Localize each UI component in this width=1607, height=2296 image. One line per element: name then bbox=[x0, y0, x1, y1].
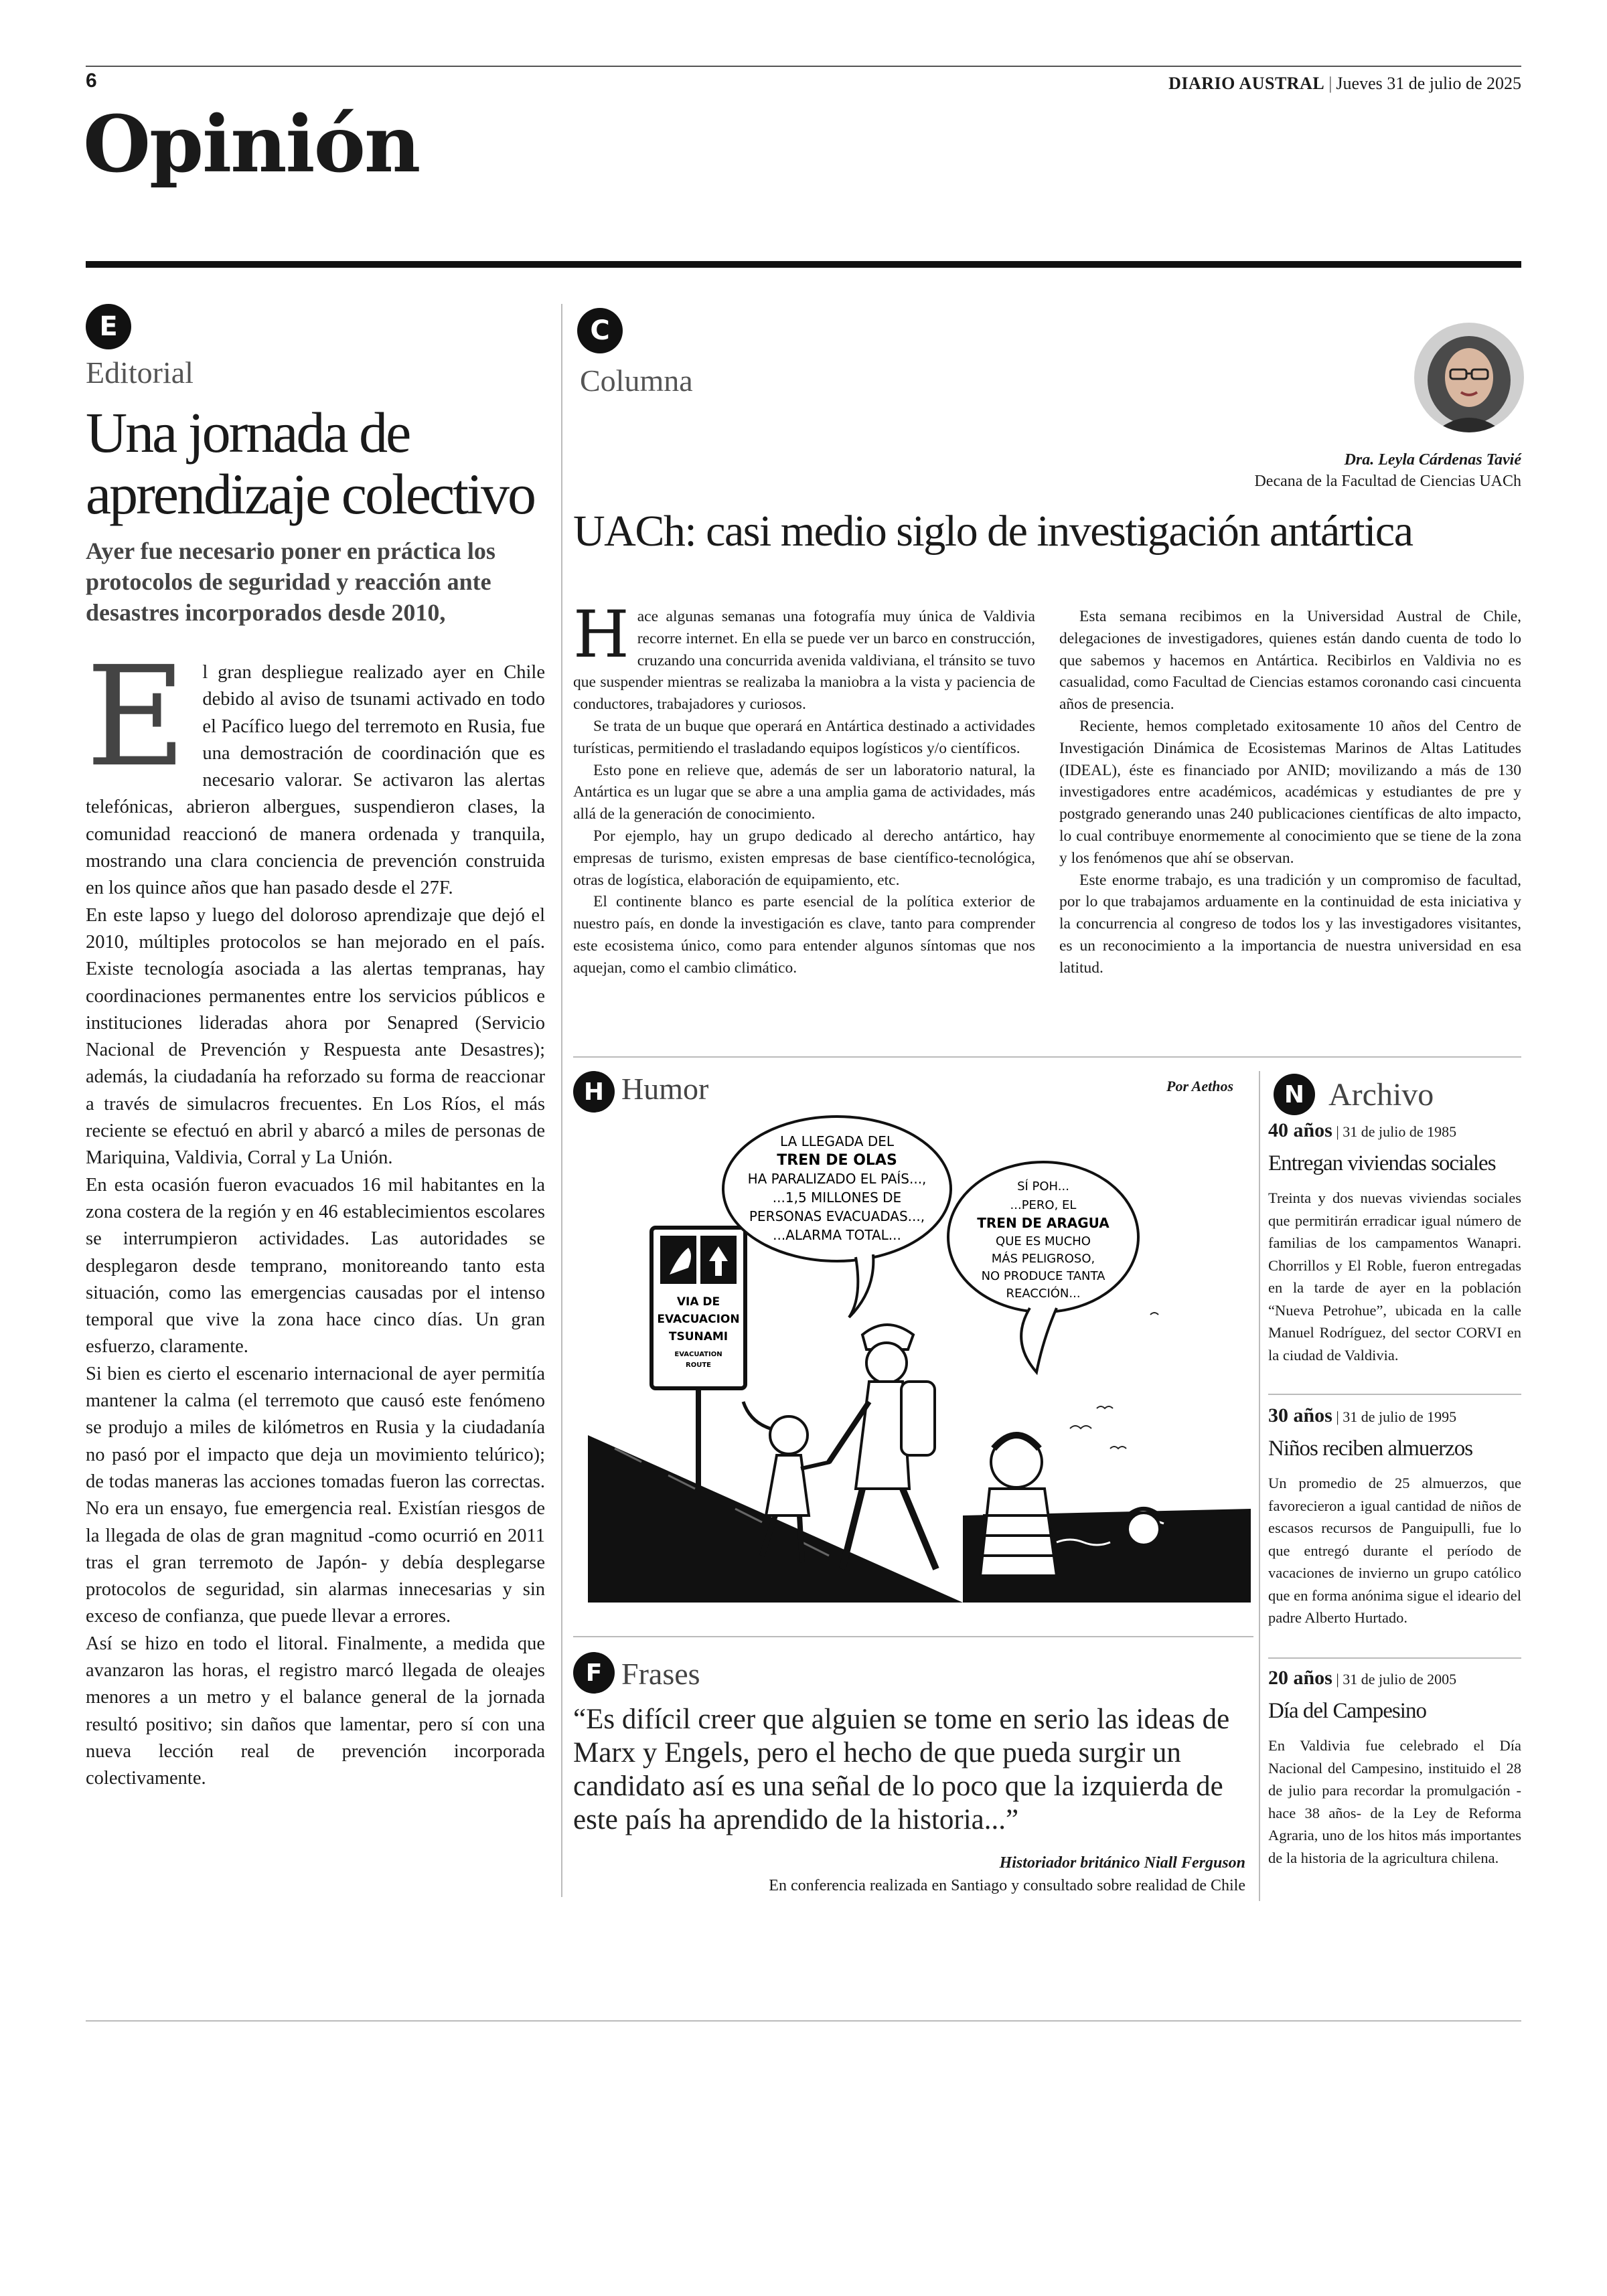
author-role: Decana de la Facultad de Ciencias UACh bbox=[1254, 473, 1521, 490]
archive-entry bbox=[1268, 1667, 1521, 1869]
editorial-paragraph: l gran despliegue realizado ayer en Chile debido al aviso de tsunami activado en todo el Pacífico luego del terremoto en Rusia, fue una demostración de coordinación que es necesario valorar. Se activaron las alertas telefónicas, abrieron albergues, suspendieron clases, la comunidad reaccionó de manera ordenada y tranquila, mostrando una clara conciencia de prevención construida en los quince años que han pasado desde el 27F. bbox=[86, 662, 545, 899]
bubble-text: PERSONAS EVACUADAS..., bbox=[749, 1208, 925, 1224]
bubble-text: TREN DE OLAS bbox=[777, 1152, 897, 1169]
editorial-paragraph: En este lapso y luego del doloroso aprendizaje que dejó el 2010, múltiples protocolos se han mejorado en el país. Existe tecnología asociada a las alertas tempranas, hay coordinaciones permanentes entre los servicios públicos e instituciones lideradas ahora por Senapred (Servicio Nacional de Prevención y Respuesta ante Desastres); además, la ciudadanía ha reforzado su forma de reaccionar a través de simulacros frecuentes. En Los Ríos, el más reciente se efectuó en abril y abarcó a miles de personas de Mariquina, Valdivia, Corral y La Unión. bbox=[86, 904, 545, 1169]
masthead-separator: | bbox=[1328, 74, 1332, 93]
bottom-rule bbox=[86, 2020, 1521, 2022]
column-paragraph: Se trata de un buque que operará en Antártica destinado a actividades turísticas, permitiendo el trasladando equipos logísticos y/o científicos. bbox=[573, 717, 1035, 757]
sign-text: EVACUACION bbox=[657, 1313, 740, 1326]
sign-text: VIA DE bbox=[676, 1295, 720, 1309]
bubble-text: LA LLEGADA DEL bbox=[779, 1133, 895, 1149]
paper-name: DIARIO AUSTRAL bbox=[1168, 74, 1325, 93]
archive-entry bbox=[1268, 1119, 1521, 1366]
humor-badge: H bbox=[573, 1071, 615, 1113]
column-paragraph: Esta semana recibimos en la Universidad Austral de Chile, delegaciones de investigadores, quienes están dando cuenta de todo lo que sabemos y hacemos en Antártica. Recibirlos en Valdivia no es casualidad, como Facultad de Ciencias estamos coronando casi cincuenta años de presencia. bbox=[1059, 608, 1521, 714]
archive-headline: Entregan viviendas sociales bbox=[1268, 1151, 1496, 1175]
column-paragraph: ace algunas semanas una fotografía muy única de Valdivia recorre internet. En ella se puede ver un barco en construcción, cruzando una concurrida avenida valdiviana, el tránsito se tuvo que suspender mientras se realizaba la maniobra a la vista y paciencia de conductores, trabajadores y curiosos. bbox=[573, 608, 1035, 714]
column-kicker: Columna bbox=[580, 363, 693, 398]
bubble-text: ...PERO, EL bbox=[1010, 1198, 1077, 1212]
frases-attribution: Historiador británico Niall Ferguson bbox=[999, 1854, 1245, 1872]
archive-date-line: 40 años | 31 de julio de 1985 bbox=[1268, 1119, 1457, 1141]
top-rule bbox=[86, 66, 1521, 67]
editorial-paragraph: En esta ocasión fueron evacuados 16 mil habitantes en la zona costera de la región y en 46 establecimientos escolares se interrumpieron actividades. Las autoridades se desplegaron desde temprano, monitoreando tanto esta situación, como las emergencias causadas por el intenso temporal que vive la zona hace cinco días. Un gran esfuerzo, claramente. bbox=[86, 1174, 545, 1358]
archive-years: 30 años bbox=[1268, 1404, 1332, 1426]
humor-label: Humor bbox=[621, 1072, 709, 1106]
section-title: Opinión bbox=[83, 99, 420, 190]
bubble-text: ...1,5 MILLONES DE bbox=[772, 1190, 902, 1206]
editorial-badge: E bbox=[86, 304, 131, 349]
archive-body: Un promedio de 25 almuerzos, que favorecieron a igual cantidad de niños de escasos recursos de Panguipulli, fue lo que entregó durante el período de vacaciones de invierno un grupo católico que en forma anónima sigue el ideario del padre Alberto Hurtado. bbox=[1268, 1475, 1521, 1626]
column-paragraph: Reciente, hemos completado exitosamente 10 años del Centro de Investigación Dinámica de Ecosistemas Marinos de Altas Latitudes (IDEAL), éste es financiado por ANID; movilizando a más de 130 investigadores entre académicos, académicas y estudiantes de pre y postgrado generando unas 240 publicaciones científicas de alto impacto, lo cual contribuye enormemente al conocimiento que se tiene de la zona y los fenómenos que ahí se observan. bbox=[1059, 717, 1521, 867]
sign-text: TSUNAMI bbox=[668, 1330, 729, 1343]
editorial-body bbox=[86, 637, 545, 1792]
archive-date: 31 de julio de 2005 bbox=[1343, 1671, 1457, 1688]
column-paragraph: Esto pone en relieve que, además de ser un laboratorio natural, la Antártica es un lugar que se abre a una amplia gama de actividades, más allá de la generación de conocimiento. bbox=[573, 761, 1035, 823]
editorial-paragraph: Así se hizo en todo el litoral. Finalmente, a medida que avanzaron las horas, el registro marcó llegada de oleajes menores a un metro y el balance general de la jornada resultó positivo; sin daños que lamentar, pero sí con una nueva lección real de prevención incorporada colectivamente. bbox=[86, 1633, 545, 1789]
masthead bbox=[1168, 74, 1521, 94]
editorial-deck: Ayer fue necesario poner en práctica los protocolos de seguridad y reacción ante desastres incorporados desde 2010, bbox=[86, 538, 495, 626]
editorial-paragraph: Si bien es cierto el escenario internacional de ayer permitía mantener la calma (el terremoto que causó este fenómeno se produjo a miles de kilómetros en Rusia y la ciudadanía no pasó por el impacto que deja un movimiento telúrico); de todas maneras las acciones tomadas fueron las correctas. No era un ensayo, fue emergencia real. Existían riesgos de la llegada de olas de gran magnitud -como ocurrió en 2011 tras el gran terremoto de Japón- y debía desplegarse protocolos de seguridad, sin alarmas innecesarias y sin exceso de confianza, que puede llevar a errores. bbox=[86, 1363, 545, 1627]
archive-rule bbox=[1268, 1657, 1521, 1659]
archive-date-line: 20 años | 31 de julio de 2005 bbox=[1268, 1667, 1457, 1689]
column-divider bbox=[561, 304, 562, 1897]
archive-date: 31 de julio de 1985 bbox=[1343, 1123, 1457, 1140]
middle-rule bbox=[573, 1056, 1521, 1058]
section-rule bbox=[86, 261, 1521, 268]
bubble-text: NO PRODUCE TANTA bbox=[981, 1269, 1105, 1283]
humor-cartoon bbox=[588, 1114, 1251, 1603]
archive-rule bbox=[1268, 1394, 1521, 1395]
bubble-text: QUE ES MUCHO bbox=[996, 1234, 1091, 1248]
editorial-dropcap: E bbox=[86, 637, 187, 797]
bubble-text: MÁS PELIGROSO, bbox=[991, 1252, 1095, 1266]
archivo-label: Archivo bbox=[1328, 1077, 1434, 1113]
page-number: 6 bbox=[86, 70, 97, 92]
archive-years: 40 años bbox=[1268, 1119, 1332, 1141]
editorial-kicker: Editorial bbox=[86, 355, 194, 390]
bubble-text: REACCIÓN... bbox=[1006, 1287, 1081, 1301]
issue-date: Jueves 31 de julio de 2025 bbox=[1336, 74, 1521, 93]
editorial-headline: Una jornada de aprendizaje colectivo bbox=[86, 400, 534, 526]
bubble-text: ...ALARMA TOTAL... bbox=[773, 1227, 901, 1243]
column-headline: UACh: casi medio siglo de investigación antártica bbox=[573, 507, 1413, 556]
archive-body: Treinta y dos nuevas viviendas sociales que permitirán erradicar igual número de familias de los campamentos Wanapri. Chorrillos y El Roble, fueron entregadas en la tarde de ayer en la población “Nueva Petrohue”, ubicada en la calle Manuel Rodríguez, del sector CORVI en la ciudad de Valdivia. bbox=[1268, 1190, 1521, 1364]
column-paragraph: Este enorme trabajo, es una tradición y un compromiso de facultad, por lo que trabajamos arduamente en la continuidad de esta iniciativa y la concurrencia al congreso de todos los y las investigadores visitantes, es un reconocimiento a la importancia de nuestra universidad en esa latitud. bbox=[1059, 871, 1521, 977]
frases-context: En conferencia realizada en Santiago y consultado sobre realidad de Chile bbox=[769, 1877, 1245, 1894]
frases-rule bbox=[573, 1636, 1253, 1637]
column-badge: C bbox=[577, 308, 623, 353]
column-paragraph: Por ejemplo, hay un grupo dedicado al derecho antártico, hay empresas de turismo, existen empresas de base científico-tecnológica, otras de logística, elaboración de equipamiento, etc. bbox=[573, 827, 1035, 889]
archive-headline: Niños reciben almuerzos bbox=[1268, 1437, 1473, 1461]
frases-quote: “Es difícil creer que alguien se tome en serio las ideas de Marx y Engels, pero el hecho de que pueda surgir un candidato así es una señal de lo poco que la izquierda de este país ha aprendido de la historia...” bbox=[573, 1704, 1230, 1835]
frases-label: Frases bbox=[621, 1657, 700, 1691]
archive-divider bbox=[1259, 1071, 1260, 1901]
author-photo bbox=[1414, 323, 1524, 432]
sign-text: EVACUATION bbox=[674, 1351, 722, 1358]
archive-date: 31 de julio de 1995 bbox=[1343, 1408, 1457, 1425]
column-body bbox=[573, 597, 1521, 979]
humor-credit: Por Aethos bbox=[1166, 1078, 1234, 1094]
archive-headline: Día del Campesino bbox=[1268, 1699, 1426, 1723]
sign-text: ROUTE bbox=[686, 1362, 711, 1369]
bubble-text: HA PARALIZADO EL PAÍS..., bbox=[747, 1171, 927, 1187]
archive-date-line: 30 años | 31 de julio de 1995 bbox=[1268, 1404, 1457, 1426]
bubble-text: TREN DE ARAGUA bbox=[977, 1215, 1109, 1231]
archive-years: 20 años bbox=[1268, 1667, 1332, 1689]
archive-body: En Valdivia fue celebrado el Día Nacional del Campesino, instituido el 28 de julio para recordar la promulgación -hace 38 años- de la Ley de Reforma Agraria, uno de los hitos más importantes de la historia de la agricultura chilena. bbox=[1268, 1737, 1521, 1866]
archivo-badge: N bbox=[1274, 1074, 1315, 1115]
archive-entry bbox=[1268, 1404, 1521, 1629]
column-paragraph: El continente blanco es parte esencial de la política exterior de nuestro país, en donde la investigación es clave, tanto para comprender este ecosistema único, como para entender algunos síntomas que nos aquejan, como el cambio climático. bbox=[573, 893, 1035, 977]
column-dropcap: H bbox=[573, 597, 629, 672]
frases-badge: F bbox=[573, 1652, 615, 1694]
bubble-text: SÍ POH... bbox=[1017, 1179, 1069, 1194]
author-name: Dra. Leyla Cárdenas Tavié bbox=[1344, 451, 1521, 469]
